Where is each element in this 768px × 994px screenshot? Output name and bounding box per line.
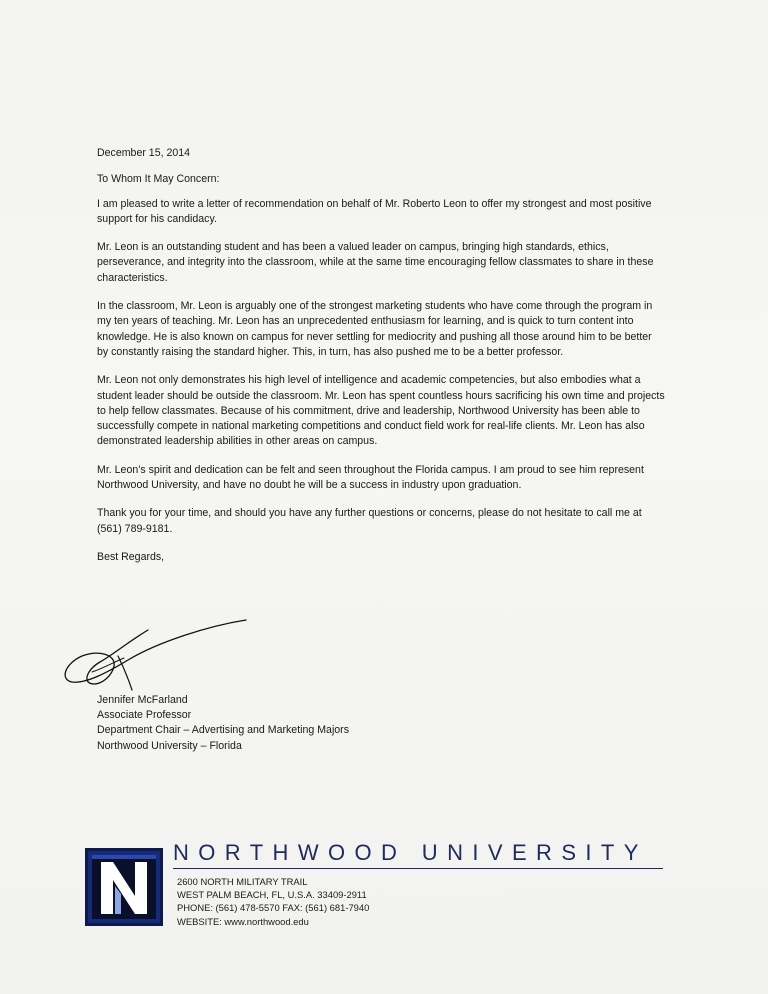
letter-salutation: To Whom It May Concern:: [97, 173, 220, 186]
signer-title: Associate Professor: [97, 709, 192, 722]
paragraph-competencies: Mr. Leon not only demonstrates his high level of intelligence and academic competencies, but also embodies what a student leader should be outside the classroom. Mr. Leon has spent countless hours sacrificing his own time and projects to help fellow classmates. Because of his commitment, drive and leadership, Northwood University has been able to successfully compete in national marketing competitions and conduct field work for real-life clients. Mr. Leon has also demonstrated leadership abilities in other areas on campus.: [97, 374, 665, 448]
university-name: NORTHWOOD UNIVERSITY: [173, 840, 648, 865]
signature-block: [97, 693, 349, 754]
phone-fax: PHONE: (561) 478-5570 FAX: (561) 681-7940: [177, 902, 370, 914]
signer-institution: Northwood University – Florida: [97, 739, 242, 752]
letter-closing: Best Regards,: [97, 550, 165, 563]
address-city: WEST PALM BEACH, FL, U.S.A. 33409-2911: [177, 889, 367, 901]
northwood-logo-icon: [85, 848, 163, 926]
paragraph-contact: Thank you for your time, and should you have any further questions or concerns, please do not hesitate to call me at (561) 789-9181.: [97, 507, 642, 535]
signer-name: Jennifer McFarland: [97, 694, 188, 706]
address-street: 2600 NORTH MILITARY TRAIL: [177, 876, 308, 887]
paragraph-classroom: In the classroom, Mr. Leon is arguably one of the strongest marketing students who have come through the program in my ten years of teaching. Mr. Leon has an unprecedented enthusiasm for learning, and is quick to turn content into knowledge. He is also known on campus for never settling for mediocrity and pushing all those around him to be better by constantly raising the standard higher. This, in turn, has also pushed me to be a better professor.: [97, 300, 653, 358]
paragraph-spirit: Mr. Leon’s spirit and dedication can be felt and seen throughout the Florida campus. I am proud to see him represent Northwood University, and have no doubt he will be a success in industry upon graduation.: [97, 463, 644, 492]
paragraph-intro: I am pleased to write a letter of recommendation on behalf of Mr. Roberto Leon to offer my strongest and most positive support for his candidacy.: [97, 197, 652, 225]
letter-date: December 15, 2014: [97, 147, 191, 159]
website: WEBSITE: www.northwood.edu: [177, 915, 309, 927]
footer-address: [177, 875, 369, 928]
letter-body: [97, 146, 665, 578]
footer-divider: [173, 868, 663, 869]
signer-department: Department Chair – Advertising and Marketing Majors: [97, 724, 350, 737]
handwritten-signature: [58, 612, 258, 692]
paragraph-leadership: Mr. Leon is an outstanding student and has been a valued leader on campus, bringing high standards, ethics, perseverance, and integrity into the classroom, while at the same time encouraging fellow classmates to share in these characteristics.: [97, 241, 654, 284]
